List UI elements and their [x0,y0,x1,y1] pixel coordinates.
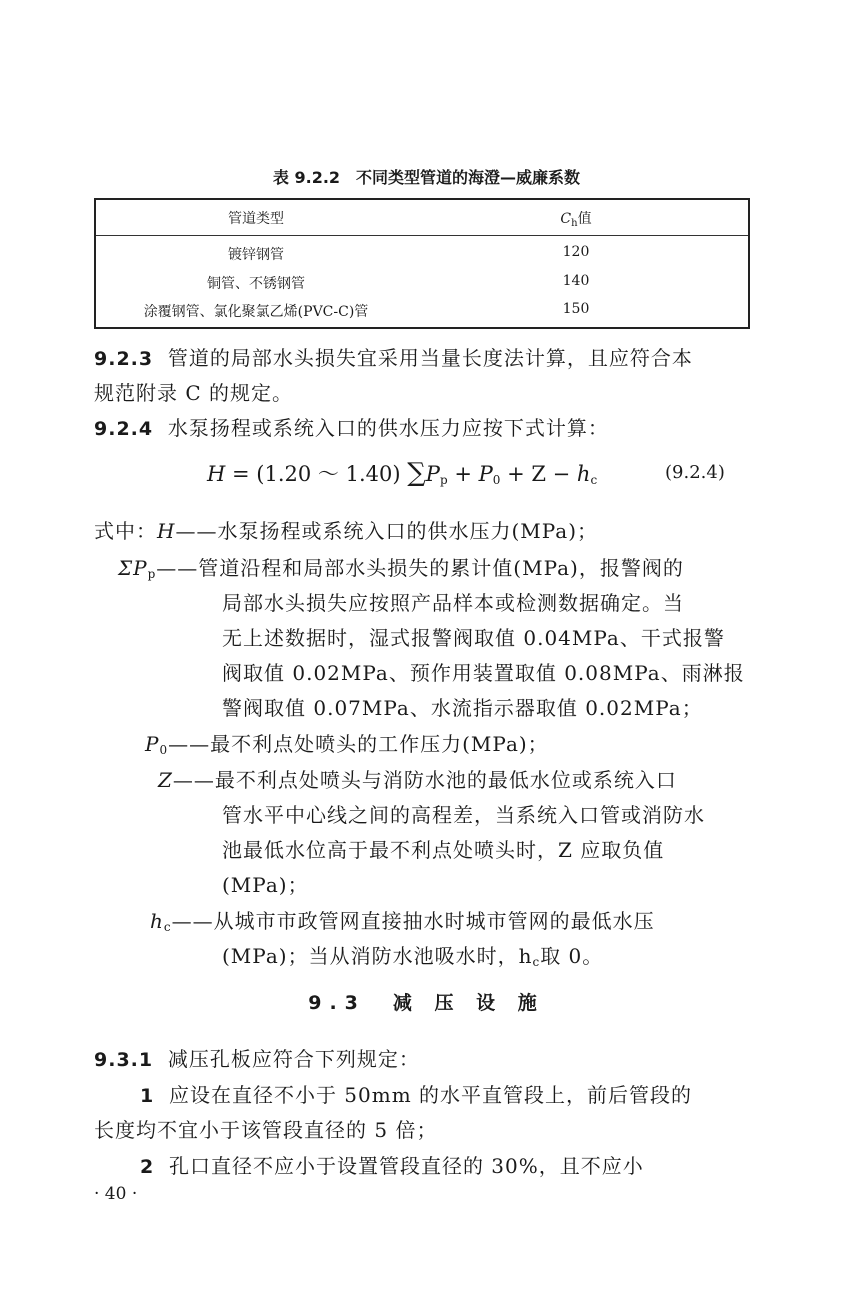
clause-9-3-1-item1-line2: 长度均不宜小于该管段直径的 5 倍； [94,1118,438,1142]
def-sum-Pp-line4: 阀取值 0.02MPa、预作用装置取值 0.08MPa、雨淋报 [222,661,745,685]
def-H: 式中：H——水泵扬程或系统入口的供水压力(MPa)； [94,519,599,543]
def-sum-Pp-line2: 局部水头损失应按照产品样本或检测数据确定。当 [222,591,684,615]
clause-9-3-1: 9.3.1 减压孔板应符合下列规定： [94,1047,420,1071]
def-P0: $P_0——$最不利点处喷头的工作压力(MPa)； [145,732,549,757]
def-Z-line2: 管水平中心线之间的高程差，当系统入口管或消防水 [222,803,705,827]
formula-number: (9.2.4) [665,462,725,483]
table-header-ch: $C_h$值 [560,211,592,229]
def-hc-line2: (MPa)；当从消防水池吸水时，$h_c$取 0。 [222,944,604,969]
table-cell-value: 150 [562,301,590,317]
clause-9-3-1-item1-line1: 1 应设在直径不小于 50mm 的水平直管段上，前后管段的 [140,1083,693,1107]
table-header-row [96,200,748,236]
table-cell-value: 120 [562,244,590,260]
hazen-williams-table [94,198,750,329]
table-header-pipe-type: 管道类型 [228,211,284,227]
page-number: · 40 · [94,1184,138,1204]
table-caption: 表 9.2.2 不同类型管道的海澄—威廉系数 [272,168,581,187]
table-cell-value: 140 [562,273,590,289]
clause-9-2-4: 9.2.4 水泵扬程或系统入口的供水压力应按下式计算： [94,416,609,440]
clause-9-3-1-item2-line1: 2 孔口直径不应小于设置管段直径的 30%，且不应小 [140,1154,644,1178]
clause-9-2-3-line2: 规范附录 C 的规定。 [94,381,294,405]
def-sum-Pp-line3: 无上述数据时，湿式报警阀取值 0.04MPa、干式报警 [222,626,725,650]
def-Z-line1: Z——最不利点处喷头与消防水池的最低水位或系统入口 [158,768,677,792]
table-cell-type: 镀锌钢管 [228,247,284,263]
section-title-9-3: 9.3 减 压 设 施 [308,992,545,1014]
table-cell-type: 涂覆钢管、氯化聚氯乙烯(PVC-C)管 [143,304,369,320]
def-hc-line1: $h_c——$从城市市政管网直接抽水时城市管网的最低水压 [150,909,655,934]
def-Z-line3: 池最低水位高于最不利点处喷头时，Z 应取负值 [222,838,665,862]
def-sum-Pp-line5: 警阀取值 0.07MPa、水流指示器取值 0.02MPa； [222,696,703,720]
table-cell-type: 铜管、不锈钢管 [207,276,305,292]
def-Z-line4: (MPa)； [222,873,309,897]
def-sum-Pp-line1: $\Sigma P_p——$管道沿程和局部水头损失的累计值(MPa)，报警阀的 [118,556,684,581]
clause-9-2-3-line1: 9.2.3 管道的局部水头损失宜采用当量长度法计算，且应符合本 [94,346,693,370]
formula-9-2-4: H = (1.20 ～ 1.40) $\sum P_p + P_0 + Z - h_c$ [207,458,598,488]
